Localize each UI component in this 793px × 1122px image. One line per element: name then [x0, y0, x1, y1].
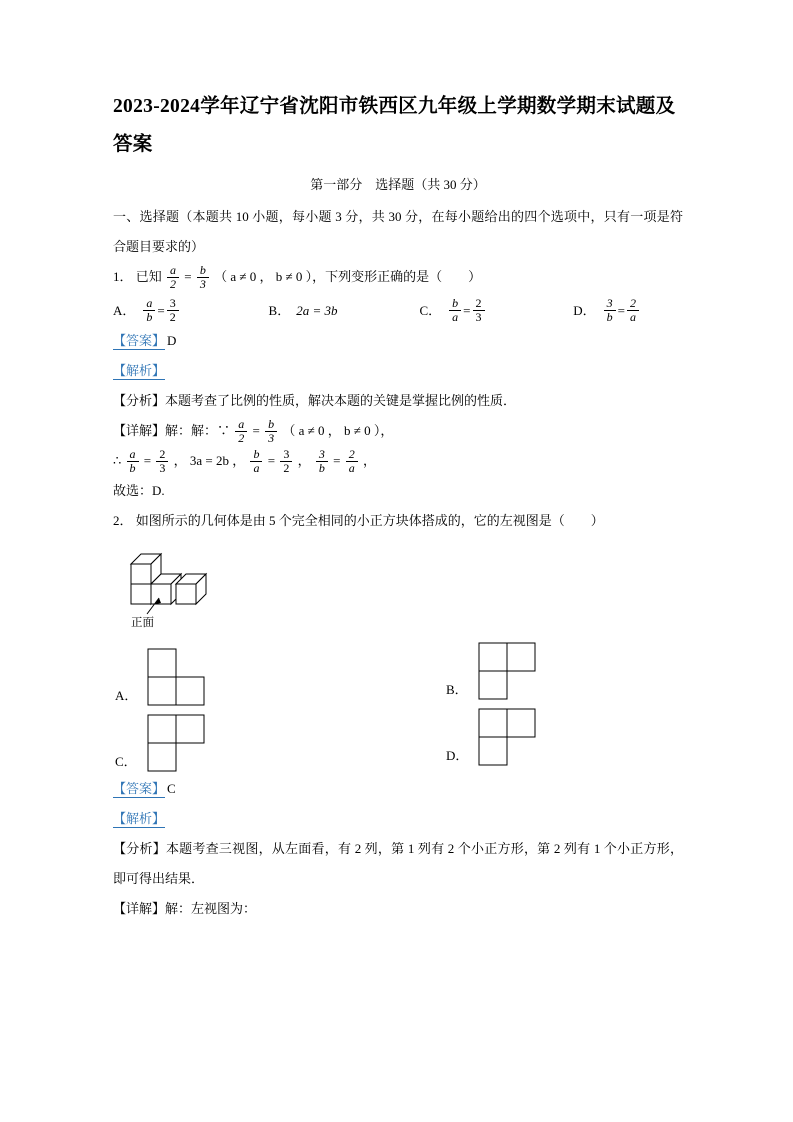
option-b-shape	[478, 642, 564, 700]
detail-equals-2: =	[143, 453, 152, 468]
fraction-b-over-3: $\frac{b}{3}$	[197, 264, 209, 290]
question-2-detail	[113, 894, 683, 924]
detail-label: 【详解】	[113, 423, 166, 438]
detail-lead: 解：解：∵	[165, 423, 231, 438]
question-2-options	[113, 642, 683, 774]
fraction-a-over-2: $\frac{a}{2}$	[167, 264, 179, 290]
answer-label: 【答案】	[113, 333, 166, 348]
explain-label: 【解析】	[113, 363, 166, 378]
detail-line-1-tail: （ a ≠ 0 ， b ≠ 0 ），	[282, 423, 394, 438]
fraction-b-over-3-detail: $\frac{b}{3}$	[265, 418, 277, 444]
detail-equals-3: =	[267, 453, 276, 468]
question-1-number: 1．	[113, 269, 133, 284]
option-d-label: D．	[446, 748, 469, 763]
analysis-label: 【分析】	[113, 393, 166, 408]
question-1-detail-line-1	[113, 416, 683, 446]
choice-a-label: A．	[113, 303, 136, 318]
analysis-text: 本题考查了比例的性质，解决本题的关键是掌握比例的性质．	[165, 393, 517, 408]
answer-value: D	[167, 333, 177, 348]
detail-comma-1: ，	[297, 453, 311, 468]
choice-d-label: D．	[573, 303, 596, 318]
fraction-2-over-3: $\frac{2}{3}$	[473, 297, 485, 323]
choice-d[interactable]	[573, 296, 683, 326]
choice-c-equals: =	[463, 303, 471, 318]
question-1-stem-post: （ a ≠ 0 ， b ≠ 0 ），下列变形正确的是（ ）	[214, 269, 482, 284]
question-2-stem	[113, 506, 683, 536]
fraction-a-over-b: $\frac{a}{b}$	[143, 297, 155, 323]
front-direction-label: 正面	[131, 617, 154, 629]
fraction-a-over-2-detail: $\frac{a}{2}$	[235, 418, 247, 444]
fraction-b-over-a: $\frac{b}{a}$	[449, 297, 461, 323]
question-1-stem	[113, 262, 683, 292]
question-2-analysis	[113, 834, 683, 894]
fraction-2-over-a: $\frac{2}{a}$	[627, 297, 639, 323]
analysis-label: 【分析】	[113, 841, 166, 856]
part-heading: 第一部分 选择题（共 30 分）	[310, 177, 486, 192]
option-b[interactable]	[446, 642, 564, 700]
option-c-shape	[147, 714, 233, 772]
fraction-3-over-2: $\frac{3}{2}$	[167, 297, 179, 323]
option-d-shape	[478, 708, 564, 766]
detail-line-2-mid: ， 3a = 2b ，	[173, 453, 246, 468]
question-2-figure	[113, 542, 683, 638]
choice-a[interactable]	[113, 296, 269, 326]
question-1-stem-pre: 已知	[135, 269, 162, 284]
question-1-answer	[113, 326, 683, 356]
fraction-a-over-b-detail: $\frac{a}{b}$	[127, 448, 139, 474]
option-a[interactable]	[115, 648, 233, 706]
detail-comma-2: ，	[362, 453, 376, 468]
option-a-label: A．	[115, 688, 138, 703]
choice-b-label: B．	[268, 303, 291, 318]
explain-label: 【解析】	[113, 811, 166, 826]
fraction-2-over-3-detail: $\frac{2}{3}$	[156, 448, 168, 474]
equals-sign: =	[184, 269, 192, 284]
choice-a-equals: =	[157, 303, 165, 318]
question-1-choices	[113, 296, 683, 326]
choice-c-label: C．	[419, 303, 442, 318]
page-title: 2023-2024学年辽宁省沈阳市铁西区九年级上学期数学期末试题及答案	[113, 96, 676, 155]
question-1-explain	[113, 356, 683, 386]
question-2	[113, 506, 683, 924]
choice-b[interactable]	[269, 296, 420, 326]
detail-equals-4: =	[333, 453, 341, 468]
question-1-conclusion: 故选：D.	[113, 483, 165, 498]
question-2-stem-text: 如图所示的几何体是由 5 个完全相同的小正方块体搭成的，它的左视图是（ ）	[135, 513, 604, 528]
fraction-3-over-b-detail: $\frac{3}{b}$	[316, 448, 328, 474]
answer-value: C	[167, 781, 176, 796]
question-2-explain	[113, 804, 683, 834]
detail-text: 解：左视图为：	[165, 901, 257, 916]
choice-d-equals: =	[617, 303, 625, 318]
question-1-analysis	[113, 386, 683, 416]
choice-b-text: 2a = 3b	[296, 303, 338, 318]
option-c-label: C．	[115, 754, 137, 769]
choice-c[interactable]	[420, 296, 574, 326]
fraction-3-over-b: $\frac{3}{b}$	[604, 297, 616, 323]
therefore-symbol: ∴	[113, 453, 122, 468]
detail-equals: =	[252, 423, 260, 438]
fraction-b-over-a-detail: $\frac{b}{a}$	[250, 448, 262, 474]
fraction-2-over-a-detail: $\frac{2}{a}$	[346, 448, 358, 474]
option-b-label: B．	[446, 682, 468, 697]
question-1-detail-line-2	[113, 446, 683, 476]
option-a-shape	[147, 648, 233, 706]
fraction-3-over-2-detail: $\frac{3}{2}$	[280, 448, 292, 474]
option-c[interactable]	[115, 714, 233, 772]
detail-label: 【详解】	[113, 901, 166, 916]
answer-label: 【答案】	[113, 781, 166, 796]
analysis-text: 本题考查三视图，从左面看，有 2 列，第 1 列有 2 个小正方形，第 2 列有 1 个小正方形，即可得出结果．	[113, 841, 683, 886]
question-1	[113, 262, 683, 506]
option-d[interactable]	[446, 708, 564, 766]
question-2-number: 2．	[113, 513, 133, 528]
question-2-answer	[113, 774, 683, 804]
section-intro: 一、选择题（本题共 10 小题，每小题 3 分，共 30 分，在每小题给出的四个选项中，只有一项是符合题目要求的）	[113, 209, 683, 254]
